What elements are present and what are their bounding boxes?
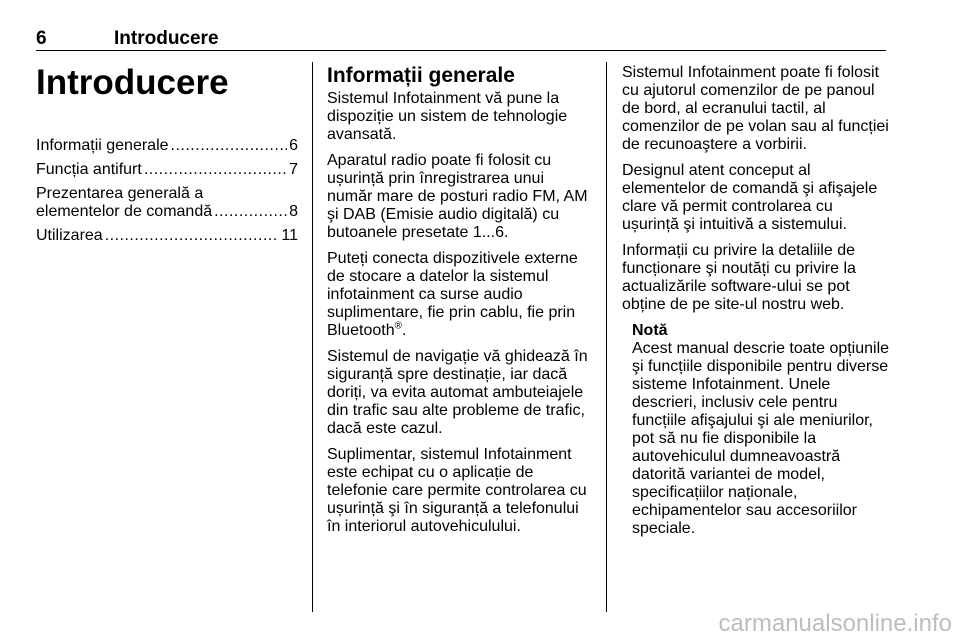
paragraph: [327, 250, 592, 340]
section-title: Informații generale: [327, 64, 515, 87]
toc-leader: [214, 203, 287, 221]
table-of-contents: [36, 137, 298, 245]
page-header: [36, 28, 886, 51]
paragraph-end: .: [401, 322, 407, 339]
toc-leader: [144, 161, 287, 179]
chapter-title: Introducere: [36, 63, 229, 102]
toc-label: Prezentarea generală a elementelor de comandă: [36, 185, 213, 220]
note-box: [622, 322, 890, 538]
watermark: carmanualsonline.info: [718, 610, 952, 637]
paragraph-text: Puteți conecta dispozitivele externe de stocare a datelor la sistemul infotainment ca surse audio suplimentare, fie prin cablu, fie prin Bluetooth: [327, 250, 578, 339]
toc-entry[interactable]: [36, 227, 298, 245]
toc-entry[interactable]: [36, 137, 298, 155]
paragraph: Informații cu privire la detaliile de funcționare şi noutăți cu privire la actualizările software-ului se pot obține de pe site-ul nostru web.: [622, 242, 856, 313]
toc-page: 7: [289, 161, 298, 178]
paragraph: Designul atent conceput al elementelor de comandă şi afişajele clare vă permit controlarea cu ușurință şi intuitivă a sistemului.: [622, 162, 878, 233]
registered-mark: ®: [394, 320, 402, 332]
toc-page: 6: [289, 137, 298, 154]
right-column: [622, 64, 890, 538]
note-title: Notă: [632, 322, 668, 339]
toc-page: 11: [281, 227, 298, 244]
column-divider: [606, 62, 607, 612]
paragraph: Suplimentar, sistemul Infotainment este echipat cu o aplicație de telefonie care permite controlarea cu ușurință şi în siguranță a telefonului în interiorul autovehiculului.: [327, 446, 587, 535]
toc-page: 8: [289, 203, 298, 220]
left-column: [36, 64, 298, 251]
paragraph: Sistemul Infotainment vă pune la dispoziție un sistem de tehnologie avansată.: [327, 90, 568, 143]
note-text: Acest manual descrie toate opțiunile şi funcțiile disponibile pentru diverse sisteme Infotainment. Unele descrieri, inclusiv cele pentru funcțiile afişajului şi ale meniurilor, pot să nu fie disponibile la autovehiculul dumneavoastră datorită variantei de model, specificațiilor naționale, echipamentelor sau accesoriilor speciale.: [632, 340, 890, 537]
middle-column: [327, 64, 592, 544]
toc-leader: [105, 227, 280, 245]
column-divider: [312, 62, 313, 612]
page-number: 6: [36, 28, 47, 49]
paragraph: Sistemul Infotainment poate fi folosit cu ajutorul comenzilor de pe panoul de bord, al ecranului tactil, al comenzilor de pe volan sau al funcției de recunoaştere a vorbirii.: [622, 64, 889, 153]
running-title: Introducere: [114, 28, 219, 49]
toc-label: Utilizarea: [36, 227, 103, 244]
toc-label: Informații generale: [36, 137, 169, 154]
paragraph: Sistemul de navigație vă ghidează în siguranță spre destinație, iar dacă doriți, va evita automat ambuteiajele din trafic sau alte probleme de trafic, dacă este cazul.: [327, 348, 588, 437]
toc-leader: [171, 137, 288, 155]
toc-entry[interactable]: [36, 161, 298, 179]
toc-entry[interactable]: [36, 185, 298, 221]
paragraph: Aparatul radio poate fi folosit cu ușurință prin înregistrarea unui număr mare de posturi radio FM, AM şi DAB (Emisie audio digitală) cu butoanele presetate 1...6.: [327, 152, 588, 241]
toc-label: Funcția antifurt: [36, 161, 142, 178]
